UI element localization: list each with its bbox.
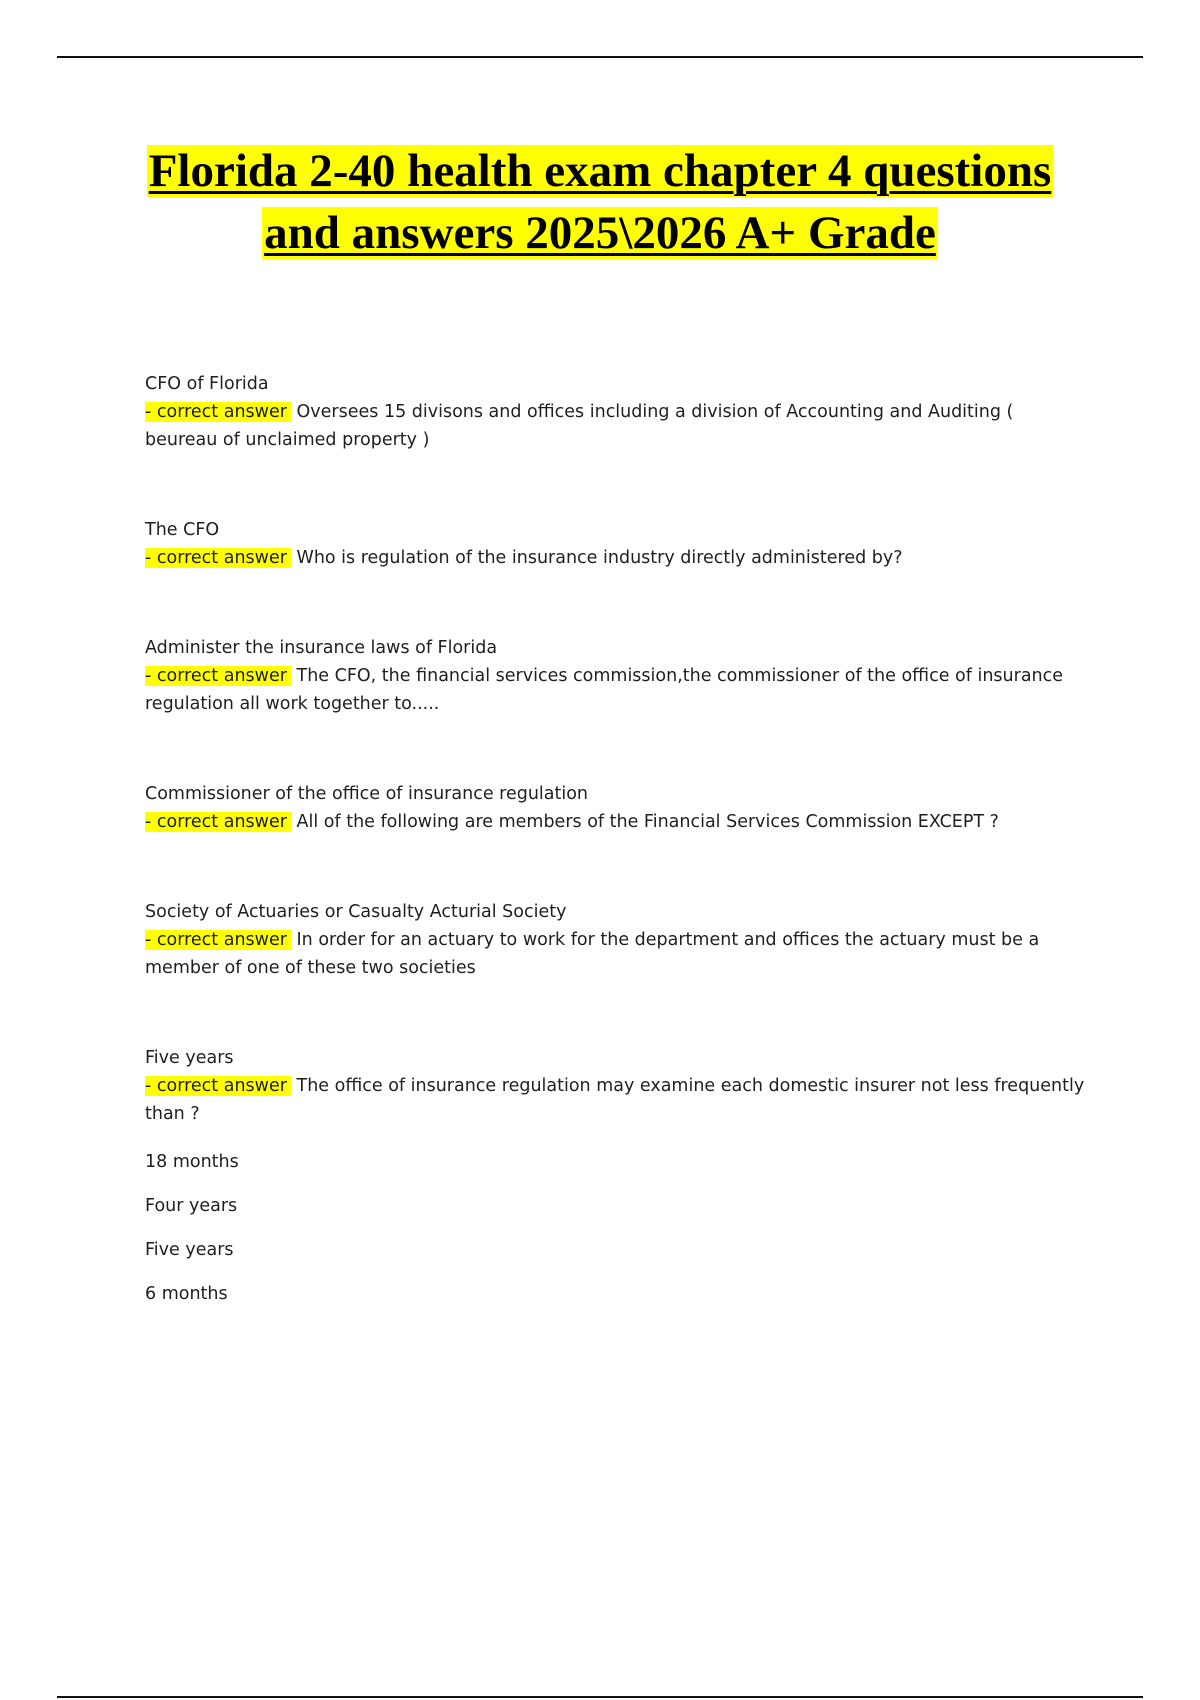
- answer-option: 18 months: [145, 1152, 239, 1172]
- flashcard: [145, 898, 1090, 982]
- card-definition-text: All of the following are members of the Financial Services Commission EXCEPT ?: [296, 812, 999, 832]
- flashcard: [145, 516, 1090, 572]
- card-definition-text: In order for an actuary to work for the department and offices the actuary must be a member of one of these two societies: [145, 930, 1040, 978]
- card-definition-text: Who is regulation of the insurance industry directly administered by?: [296, 548, 903, 568]
- correct-answer-tag: - correct answer: [145, 930, 291, 950]
- card-definition: [145, 662, 1090, 718]
- correct-answer-tag: - correct answer: [145, 402, 291, 422]
- card-term: The CFO: [145, 520, 220, 540]
- card-term: Society of Actuaries or Casualty Acturial Society: [145, 902, 567, 922]
- card-term: Administer the insurance laws of Florida: [145, 638, 498, 658]
- title-line-1: Florida 2-40 health exam chapter 4 questions: [148, 145, 1052, 197]
- card-term: CFO of Florida: [145, 374, 269, 394]
- flashcard: [145, 780, 1090, 836]
- top-rule: [57, 56, 1143, 58]
- flashcard: [145, 634, 1090, 718]
- correct-answer-tag: - correct answer: [145, 666, 291, 686]
- flashcard: [145, 1044, 1090, 1128]
- card-definition-text: Oversees 15 divisons and offices including a division of Accounting and Auditing ( beureau of unclaimed property ): [145, 402, 1014, 450]
- document-title: [60, 140, 1140, 264]
- card-definition: [145, 808, 1090, 836]
- bottom-rule: [57, 1696, 1143, 1698]
- card-definition: [145, 398, 1090, 454]
- flashcard: [145, 370, 1090, 454]
- card-definition-text: The CFO, the financial services commission,the commissioner of the office of insurance regulation all work together to.....: [145, 666, 1064, 714]
- correct-answer-tag: - correct answer: [145, 1076, 291, 1096]
- title-line-2: and answers 2025\2026 A+ Grade: [264, 207, 936, 259]
- answer-options: [145, 1148, 1090, 1308]
- card-term: Commissioner of the office of insurance regulation: [145, 784, 589, 804]
- answer-option: Four years: [145, 1196, 238, 1216]
- card-definition: [145, 544, 1090, 572]
- correct-answer-tag: - correct answer: [145, 548, 291, 568]
- correct-answer-tag: - correct answer: [145, 812, 291, 832]
- card-definition-text: The office of insurance regulation may examine each domestic insurer not less frequently than ?: [145, 1076, 1085, 1124]
- flashcard-list: [145, 370, 1090, 1308]
- card-definition: [145, 926, 1090, 982]
- card-definition: [145, 1072, 1090, 1128]
- answer-option: Five years: [145, 1240, 234, 1260]
- answer-option: 6 months: [145, 1284, 228, 1304]
- card-term: Five years: [145, 1048, 234, 1068]
